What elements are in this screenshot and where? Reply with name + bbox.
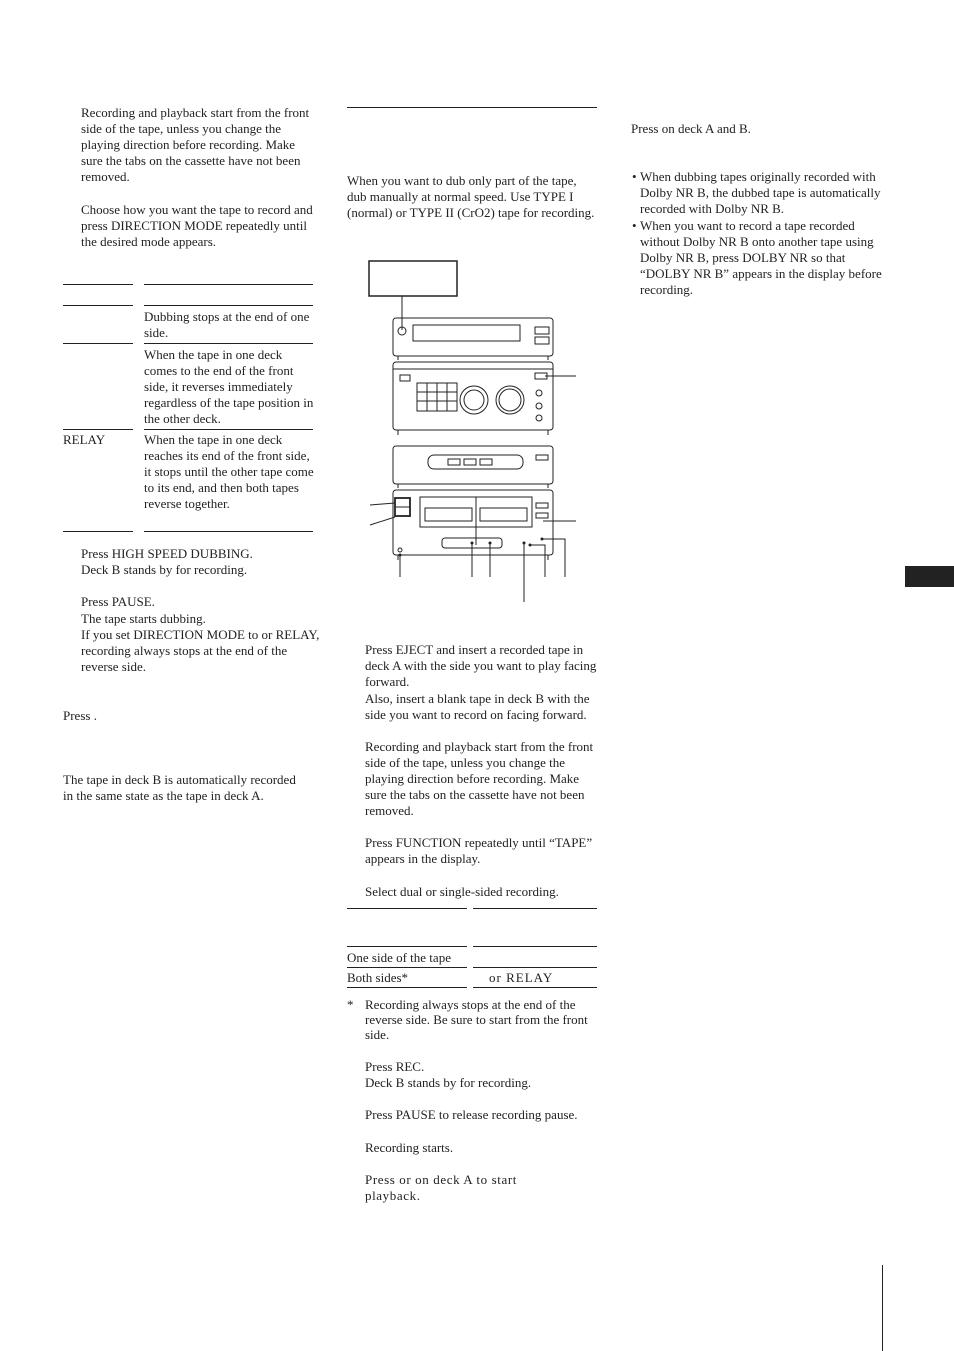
list-item: When you want to record a tape recorded without Dolby NR B onto another tape using Dolby NR B, press DOLBY NR so that “DOLBY NR B” appears in the display before recording.: [640, 218, 882, 298]
table-row-desc: Dubbing stops at the end of one side.: [144, 309, 310, 341]
bullet-marker: •: [632, 218, 637, 233]
step-start-playback: Press or on deck A to start playback.: [365, 1172, 517, 1204]
step-note: The tape starts dubbing.: [81, 611, 206, 626]
step-select-recording: Select dual or single-sided recording.: [365, 884, 559, 899]
intro-paragraph: Recording and playback start from the front side of the tape, unless you change the playing direction before recording. Make sure the tabs on the cassette have not been removed.: [81, 105, 310, 185]
page-edge-rule: [882, 1265, 883, 1351]
footnote-mark: *: [347, 997, 354, 1012]
step-release-pause: Press PAUSE to release recording pause.: [365, 1107, 578, 1122]
step-high-speed-dubbing: Press HIGH SPEED DUBBING.: [81, 546, 253, 561]
step-insert-blank: Also, insert a blank tape in deck B with the side you want to record on facing forward.: [365, 691, 590, 723]
bullet-marker: •: [632, 169, 637, 184]
table-row-desc: When the tape in one deck comes to the end of the front side, it reverses immediately regardless of the tape position in the other deck.: [144, 347, 314, 427]
table-row-setting: or RELAY: [489, 970, 554, 985]
step-eject-insert: Press EJECT and insert a recorded tape in deck A with the side you want to play facing forward.: [365, 642, 597, 690]
stop-instruction: Press .: [63, 708, 97, 723]
direction-mode-paragraph: Choose how you want the tape to record and press DIRECTION MODE repeatedly until the desired mode appears.: [81, 202, 313, 250]
stereo-system-diagram: [360, 255, 590, 610]
table-row-desc: When the tape in one deck reaches its end of the front side, it stops until the other tape come to its end, and then both tapes reverse together.: [144, 432, 314, 512]
footnote-text: Recording always stops at the end of the reverse side. Be sure to start from the front side.: [365, 997, 588, 1043]
stop-decks-instruction: Press on deck A and B.: [631, 121, 751, 136]
step-note: Deck B stands by for recording.: [81, 562, 248, 577]
step-note: Recording starts.: [365, 1140, 454, 1155]
cd-unit: [393, 318, 553, 356]
section-rule: [347, 107, 597, 108]
section-tab-marker: [905, 566, 954, 587]
step-direction-note: Recording and playback start from the front side of the tape, unless you change the playing direction before recording. Make sure the tabs on the cassette have not been removed.: [365, 739, 594, 819]
step-function: Press FUNCTION repeatedly until “TAPE” appears in the display.: [365, 835, 593, 867]
table-row-to-record: One side of the tape: [347, 950, 451, 965]
table-row-mode: RELAY: [63, 432, 106, 447]
manual-dubbing-intro: When you want to dub only part of the tape, dub manually at normal speed. Use TYPE I (normal) or TYPE II (CrO2) tape for recording.: [347, 173, 595, 221]
step-note: Deck B stands by for recording.: [365, 1075, 532, 1090]
list-item: When dubbing tapes originally recorded with Dolby NR B, the dubbed tape is automatically recorded with Dolby NR B.: [640, 169, 881, 217]
callout-box: [369, 261, 457, 296]
auto-note: The tape in deck B is automatically recorded in the same state as the tape in deck A.: [63, 772, 296, 804]
table-row-to-record: Both sides*: [347, 970, 409, 985]
step-note: If you set DIRECTION MODE to or RELAY, recording always stops at the end of the reverse side.: [81, 627, 320, 675]
step-rec: Press REC.: [365, 1059, 425, 1074]
step-press-pause: Press PAUSE.: [81, 594, 155, 609]
